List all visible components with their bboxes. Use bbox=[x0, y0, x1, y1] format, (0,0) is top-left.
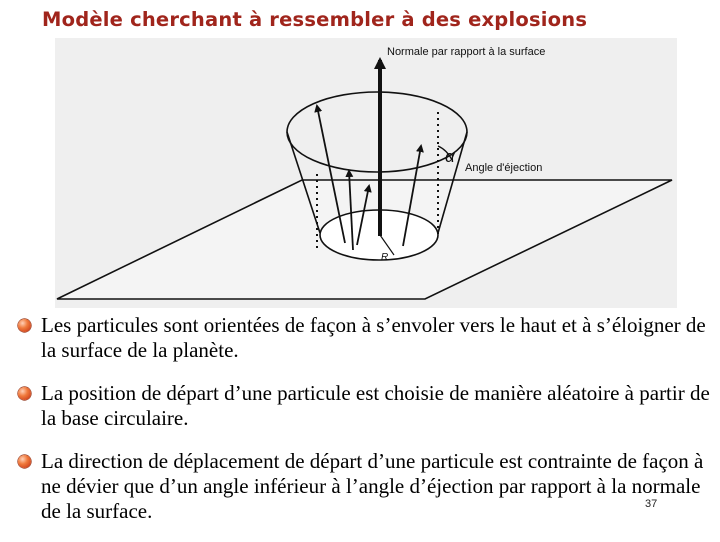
bullet-text: Les particules sont orientées de façon à s’envoler vers le haut et à s’éloigner de la surface de la planète. bbox=[41, 313, 706, 362]
page-number: 37 bbox=[645, 498, 658, 510]
bullet-icon bbox=[18, 319, 31, 332]
ejection-diagram bbox=[55, 38, 677, 308]
bullet-item bbox=[18, 381, 713, 431]
radius-label: R bbox=[381, 252, 389, 263]
bullet-icon bbox=[18, 387, 31, 400]
normal-label: Normale par rapport à la surface bbox=[387, 46, 546, 58]
slide-title: Modèle cherchant à ressembler à des explosions bbox=[42, 8, 588, 31]
ejection-diagram-svg bbox=[55, 38, 677, 308]
angle-label: Angle d'éjection bbox=[465, 162, 543, 174]
bullet-item bbox=[18, 449, 713, 524]
bullet-text: La position de départ d’une particule est choisie de manière aléatoire à partir de la base circulaire. bbox=[41, 381, 710, 430]
bullet-icon bbox=[18, 455, 31, 468]
cone-top-rim bbox=[287, 92, 467, 172]
bullet-list bbox=[18, 313, 713, 542]
bullet-text: La direction de déplacement de départ d’une particule est contrainte de façon à ne dévier que d’un angle inférieur à l’angle d’éjection par rapport à la normale de la surface. bbox=[41, 449, 704, 523]
bullet-item bbox=[18, 313, 713, 363]
alpha-label: α bbox=[445, 147, 455, 166]
